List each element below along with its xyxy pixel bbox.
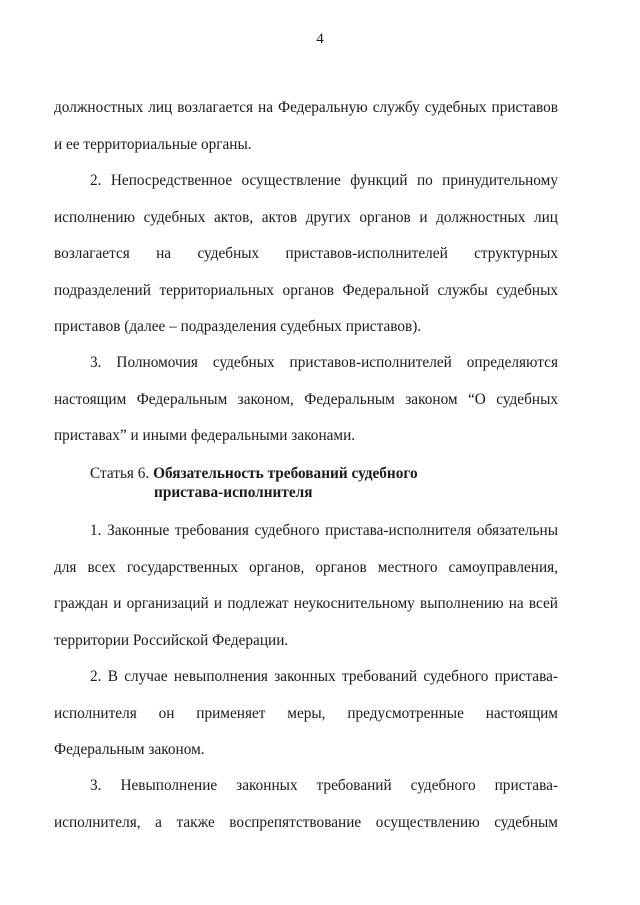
page-number: 4 — [316, 31, 324, 47]
article-paragraph-1: 1. Законные требования судебного пристава-исполнителя обязательны для всех государственных органов, органов местного самоуправления, граждан и организаций и подлежат неукоснительному выполнению на всей территории Российской Федерации. — [54, 522, 558, 649]
article-paragraph-2: 2. В случае невыполнения законных требований судебного пристава-исполнителя он применяет меры, предусмотренные настоящим Федеральным законом. — [54, 668, 558, 758]
paragraph-continuation: должностных лиц возлагается на Федеральную службу судебных приставов и ее территориальные органы. — [54, 99, 558, 153]
article-heading — [90, 464, 560, 502]
article-label: Статья 6. — [90, 465, 150, 482]
paragraph-item-3: 3. Полномочия судебных приставов-исполнителей определяются настоящим Федеральным законом, Федеральным законом “О судебных приставах” и иными федеральными законами. — [54, 354, 558, 444]
paragraph-item-2: 2. Непосредственное осуществление функций по принудительному исполнению судебных актов, актов других органов и должностных лиц возлагается на судебных приставов-исполнителей структурных подразделений территориальных органов Федеральной службы судебных приставов (далее – подразделения судебных приставов). — [54, 172, 558, 335]
article-title-line1: Обязательность требований судебного — [153, 465, 418, 482]
article-paragraph-3: 3. Невыполнение законных требований судебного пристава-исполнителя, а также воспрепятствование осуществлению судебным — [54, 777, 558, 831]
article-title-line2: пристава-исполнителя — [154, 484, 313, 501]
